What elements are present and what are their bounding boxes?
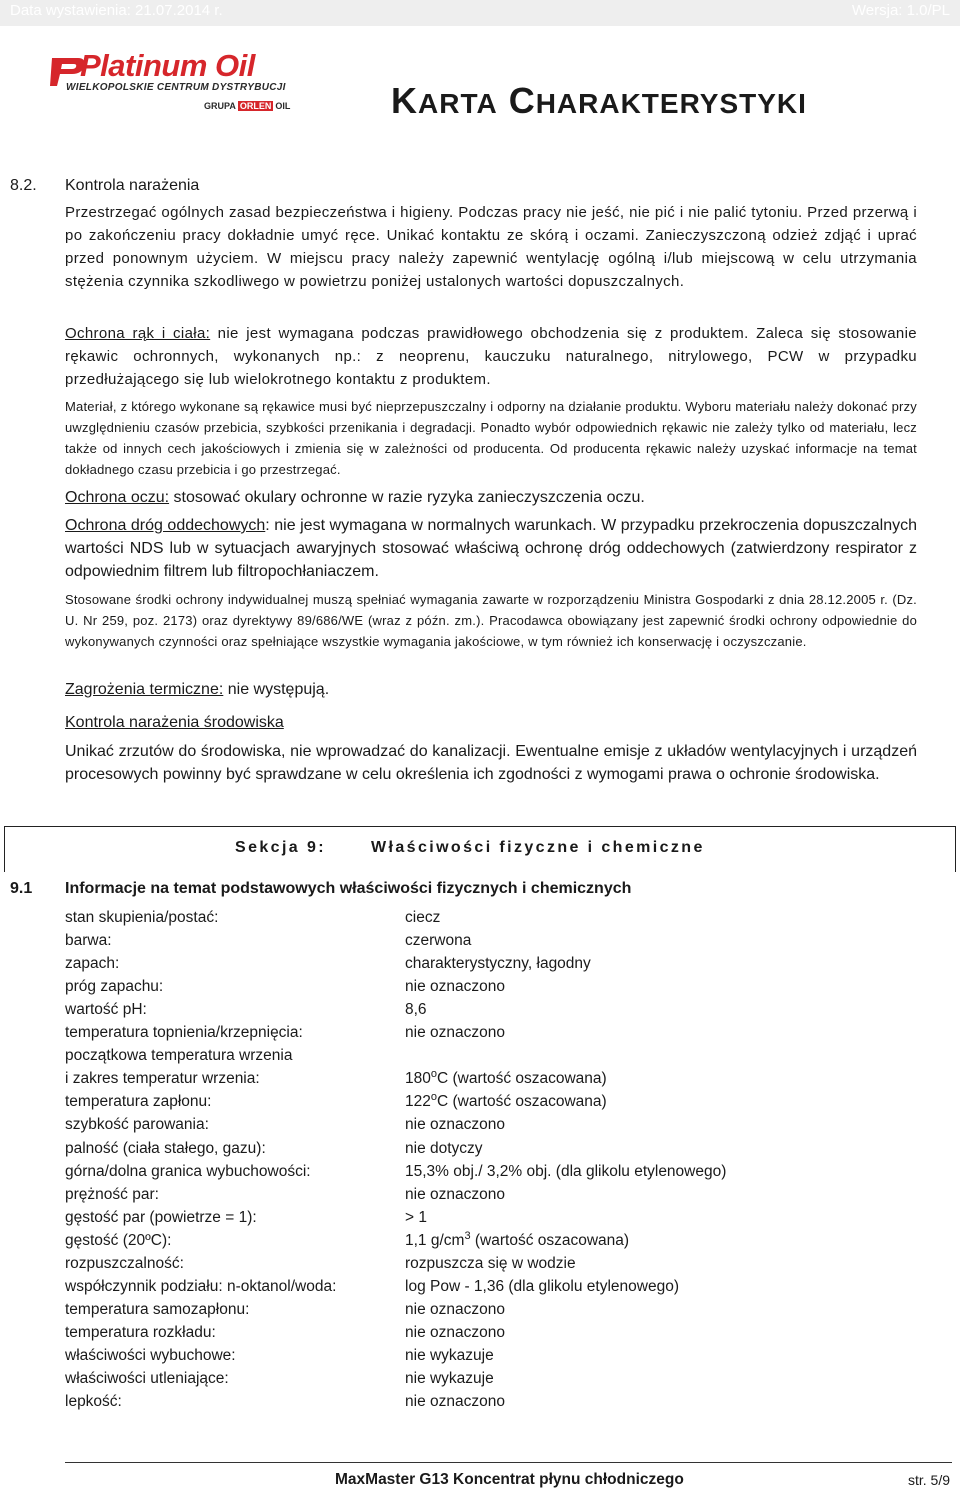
property-value bbox=[405, 1232, 629, 1250]
property-value bbox=[405, 1116, 505, 1134]
footer-divider bbox=[65, 1462, 952, 1463]
property-value bbox=[405, 1370, 494, 1388]
property-name: szybkość parowania: bbox=[65, 1116, 209, 1133]
environment-paragraph: Unikać zrzutów do środowiska, nie wprowadzać do kanalizacji. Ewentualne emisje z układów wentylacyjnych i urządzeń procesowych powinny być sprawdzane w celu określenia ich zgodności z wymogami prawa o ochronie środowiska. bbox=[65, 743, 917, 783]
section-heading: Kontrola narażenia bbox=[65, 177, 200, 194]
property-name: i zakres temperatur wrzenia: bbox=[65, 1070, 260, 1087]
property-name: prężność par: bbox=[65, 1186, 159, 1203]
footer-product-name: MaxMaster G13 Koncentrat płynu chłodniczego bbox=[335, 1471, 684, 1488]
property-value-main: 8,6 bbox=[405, 1001, 427, 1018]
property-value-superscript: o bbox=[430, 1068, 437, 1080]
ppe-note: Stosowane środki ochrony indywidualnej muszą spełniać wymagania zawarte w rozporządzeniu Ministra Gospodarki z dnia 28.12.2005 r. (Dz. U. Nr 259, poz. 2173) oraz dyrektywy 89/686/WE (wraz z późn. zm.). Pracodawca obowiązany jest zapewnić środki ochrony odpowiednie do wykonywanych czynności oraz spełniające wszystkie wymagania jakościowe, w tym również ich konserwację i oczyszczanie. bbox=[65, 592, 917, 649]
property-value bbox=[405, 1347, 494, 1365]
subsection-number: 9.1 bbox=[10, 880, 33, 897]
hand-protection-label: Ochrona rąk i ciała: bbox=[65, 325, 211, 342]
property-name: współczynnik podziału: n-oktanol/woda: bbox=[65, 1278, 337, 1295]
property-value-main: nie wykazuje bbox=[405, 1347, 494, 1364]
thermal-hazards-paragraph bbox=[65, 678, 917, 701]
gloves-note: Materiał, z którego wykonane są rękawice musi być nieprzepuszczalny i odporny na działanie produktu. Wyboru materiału należy dokonać przy uwzględnieniu czasów przebicia, szybkości przenikania i degradacji. Ponadto wybór odpowiednich rękawic nie zależy tylko od materiału, lecz także od innych cech jakościowych i zmienia się w zależności od producenta. Od producenta rękawic należy uzyskać informacje na temat dokładnego czasu przebicia i go przestrzegać. bbox=[65, 399, 917, 477]
document-title bbox=[391, 80, 807, 122]
property-name: temperatura rozkładu: bbox=[65, 1324, 216, 1341]
property-value-main: ciecz bbox=[405, 909, 441, 926]
property-value bbox=[405, 1301, 505, 1319]
property-value bbox=[405, 909, 440, 927]
property-value bbox=[405, 1324, 505, 1342]
property-name: lepkość: bbox=[65, 1393, 122, 1410]
section-9-header bbox=[4, 826, 956, 872]
respiratory-protection-paragraph bbox=[65, 514, 917, 583]
property-value-main: nie oznaczono bbox=[405, 1186, 505, 1203]
title-rest-2: HARAKTERYSTYKI bbox=[535, 88, 807, 119]
property-name: barwa: bbox=[65, 932, 112, 949]
property-name: rozpuszczalność: bbox=[65, 1255, 184, 1272]
section-9-label: Sekcja 9: bbox=[235, 839, 326, 856]
hand-protection-text: nie jest wymagana podczas prawidłowego obchodzenia się z produktem. Zaleca się stosowanie rękawic ochronnych, wykonanych np.: z neoprenu, kauczuku naturalnego, nitrylowego, PCW w przypadku przedłużającego się lub wielokrotnego kontaktu z produktem. bbox=[65, 325, 917, 388]
property-name: palność (ciała stałego, gazu): bbox=[65, 1140, 266, 1157]
respiratory-protection-text: : nie jest wymagana w normalnych warunkach. W przypadku przekroczenia dopuszczalnych wartości NDS lub w sytuacjach awaryjnych stosować właściwą ochronę dróg oddechowych (zatwierdzony respirator z odpowiednim filtrem lub filtropochłaniaczem. bbox=[65, 517, 918, 580]
property-value bbox=[405, 1001, 427, 1019]
thermal-hazards-text: nie występują. bbox=[223, 681, 330, 698]
property-name: gęstość par (powietrze = 1): bbox=[65, 1209, 257, 1226]
property-value bbox=[405, 1163, 726, 1181]
property-name: gęstość (20ºC): bbox=[65, 1232, 172, 1249]
property-name: próg zapachu: bbox=[65, 978, 164, 995]
property-value-main: log Pow - 1,36 (dla glikolu etylenowego) bbox=[405, 1278, 679, 1295]
property-value bbox=[405, 1255, 576, 1273]
environment-heading: Kontrola narażenia środowiska bbox=[65, 714, 284, 731]
company-logo bbox=[48, 48, 308, 122]
version-label: Wersja: 1.0/PL bbox=[851, 2, 950, 19]
section-9-title: Właściwości fizyczne i chemiczne bbox=[371, 839, 705, 856]
footer-page-number: str. 5/9 bbox=[907, 1472, 950, 1488]
top-bar bbox=[0, 0, 960, 26]
hand-protection-paragraph bbox=[65, 322, 917, 391]
property-value-superscript: 3 bbox=[464, 1230, 471, 1242]
property-value bbox=[405, 1209, 427, 1227]
title-cap-1: K bbox=[391, 80, 418, 121]
property-value-main: charakterystyczny, łagodny bbox=[405, 955, 591, 972]
property-value-main: 122 bbox=[405, 1093, 431, 1110]
property-value-main: nie oznaczono bbox=[405, 1024, 505, 1041]
property-value bbox=[405, 1093, 607, 1111]
property-name: początkowa temperatura wrzenia bbox=[65, 1047, 293, 1064]
subsection-heading: Informacje na temat podstawowych właściwości fizycznych i chemicznych bbox=[65, 880, 632, 897]
property-value-main: 1,1 g/cm bbox=[405, 1232, 465, 1249]
property-value bbox=[405, 1186, 505, 1204]
eye-protection-paragraph bbox=[65, 486, 917, 509]
eye-protection-text: stosować okulary ochronne w razie ryzyka zanieczyszczenia oczu. bbox=[169, 489, 645, 506]
property-name: stan skupienia/postać: bbox=[65, 909, 219, 926]
logo-group-prefix: GRUPA bbox=[204, 101, 236, 111]
property-value-main: nie oznaczono bbox=[405, 978, 505, 995]
property-value bbox=[405, 1070, 607, 1088]
property-value-suffix: (wartość oszacowana) bbox=[470, 1232, 630, 1249]
property-name: górna/dolna granica wybuchowości: bbox=[65, 1163, 311, 1180]
property-value-suffix: C (wartość oszacowana) bbox=[437, 1093, 607, 1110]
property-value-main: 180 bbox=[405, 1070, 431, 1087]
logo-group-oil: OIL bbox=[275, 101, 291, 111]
logo-subtitle: WIELKOPOLSKIE CENTRUM DYSTRYBUCJI bbox=[66, 82, 286, 93]
property-value bbox=[405, 1278, 679, 1296]
property-name: temperatura zapłonu: bbox=[65, 1093, 212, 1110]
respiratory-protection-label: Ochrona dróg oddechowych bbox=[65, 517, 266, 534]
property-name: temperatura samozapłonu: bbox=[65, 1301, 250, 1318]
property-name: właściwości wybuchowe: bbox=[65, 1347, 236, 1364]
property-value-main: nie wykazuje bbox=[405, 1370, 494, 1387]
property-value-superscript: o bbox=[430, 1091, 437, 1103]
property-name: wartość pH: bbox=[65, 1001, 147, 1018]
property-name: zapach: bbox=[65, 955, 120, 972]
section-number: 8.2. bbox=[10, 177, 37, 194]
property-value-main: czerwona bbox=[405, 932, 472, 949]
property-value bbox=[405, 1393, 505, 1411]
property-value-main: nie oznaczono bbox=[405, 1116, 505, 1133]
property-value-main: nie oznaczono bbox=[405, 1393, 505, 1410]
thermal-hazards-label: Zagrożenia termiczne: bbox=[65, 681, 224, 698]
property-value bbox=[405, 1140, 483, 1158]
property-value-main: rozpuszcza się w wodzie bbox=[405, 1255, 576, 1272]
property-value bbox=[405, 1024, 505, 1042]
logo-name: Platinum Oil bbox=[80, 48, 255, 83]
property-value-main: > 1 bbox=[405, 1209, 427, 1226]
property-value-main: nie dotyczy bbox=[405, 1140, 483, 1157]
logo-group-orlen: ORLEN bbox=[239, 101, 272, 111]
title-cap-2: C bbox=[508, 80, 536, 121]
property-value-main: nie oznaczono bbox=[405, 1324, 505, 1341]
property-name: właściwości utleniające: bbox=[65, 1370, 229, 1387]
eye-protection-label: Ochrona oczu: bbox=[65, 489, 170, 506]
logo-group bbox=[204, 101, 290, 111]
property-value bbox=[405, 932, 471, 950]
property-value bbox=[405, 978, 505, 996]
property-value bbox=[405, 955, 591, 973]
general-hygiene-paragraph: Przestrzegać ogólnych zasad bezpieczeństwa i higieny. Podczas pracy nie jeść, nie pić i nie palić tytoniu. Przed przerwą i po zakończeniu pracy dokładnie umyć ręce. Unikać kontaktu ze skórą i oczami. Zanieczyszczoną odzież zdjąć i uprać przed ponownym użyciem. W miejscu pracy należy zapewnić wentylację ogólną i/lub miejscową w celu utrzymania stężenia czynnika szkodliwego w powietrzu poniżej ustalonych wartości dopuszczalnych. bbox=[65, 204, 917, 290]
property-value-main: 15,3% obj./ 3,2% obj. (dla glikolu etylenowego) bbox=[405, 1163, 727, 1180]
title-rest-1: ARTA bbox=[418, 88, 498, 119]
property-name: temperatura topnienia/krzepnięcia: bbox=[65, 1024, 303, 1041]
issue-date: Data wystawienia: 21.07.2014 r. bbox=[10, 2, 223, 19]
property-value-suffix: C (wartość oszacowana) bbox=[437, 1070, 607, 1087]
property-value-main: nie oznaczono bbox=[405, 1301, 505, 1318]
